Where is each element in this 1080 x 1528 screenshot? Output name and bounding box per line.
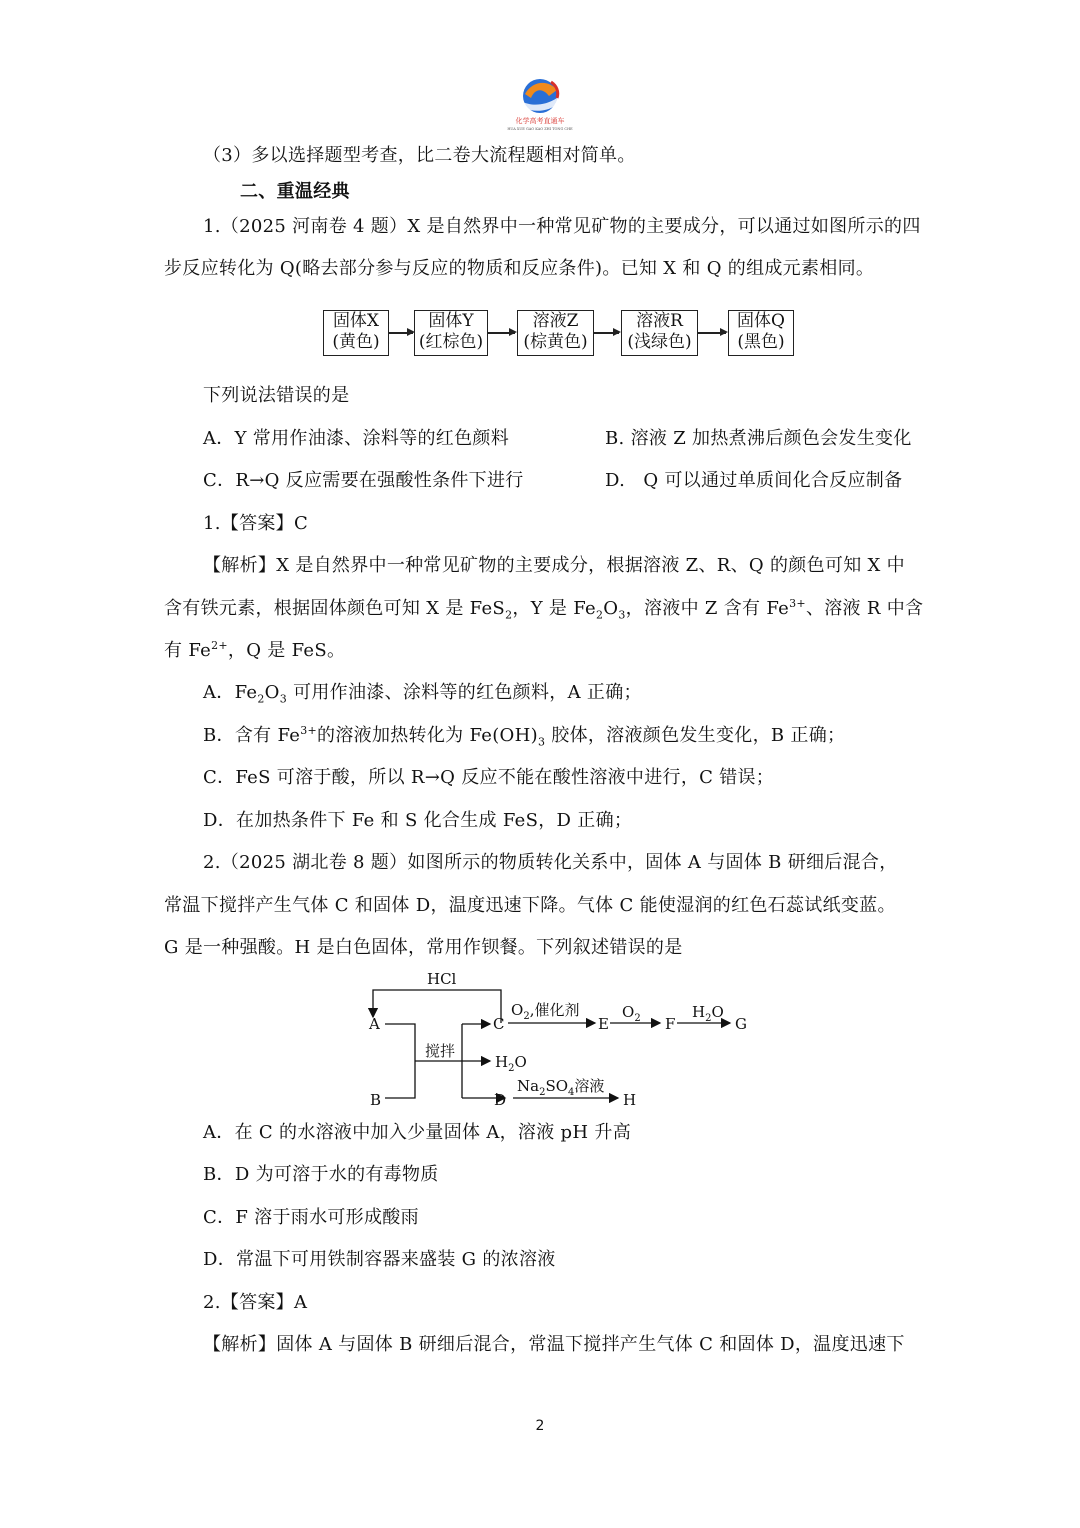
- diagram-node-a: A: [369, 1015, 380, 1033]
- q1-prompt: 下列说法错误的是: [203, 385, 350, 406]
- q2-option-d: D．常温下可用铁制容器来盛装 G 的浓溶液: [203, 1249, 556, 1270]
- q2-explanation-line1: 【解析】固体 A 与固体 B 研细后混合，常温下搅拌产生气体 C 和固体 D，温度迅速下: [203, 1334, 905, 1355]
- q1-option-c: C．R→Q 反应需要在强酸性条件下进行: [203, 470, 524, 491]
- flow-box-z-name: 溶液Z: [532, 311, 579, 331]
- logo-pinyin: HUA XUE GAO KAO ZHI TONG CHE: [507, 127, 573, 131]
- diagram-hcl: HCl: [427, 970, 457, 988]
- logo: [505, 76, 575, 132]
- page-number: 2: [535, 1418, 545, 1434]
- flow-arrow: [698, 332, 726, 334]
- flow-box-x: [323, 310, 389, 356]
- q1-option-a: A．Y 常用作油漆、涂料等的红色颜料: [203, 428, 510, 449]
- flow-box-z-color: (棕黄色): [523, 332, 588, 352]
- q1-explanation-a: A．$Fe_2O_3$ 可用作油漆、涂料等的红色颜料，A 正确；: [203, 682, 642, 706]
- q1-explanation-line3: 有 $Fe^{2+}$，Q 是 FeS。: [164, 639, 346, 661]
- q1-answer: 1.【答案】C: [203, 513, 309, 534]
- q2-stem-line3: G 是一种强酸。H 是白色固体，常用作钡餐。下列叙述错误的是: [164, 937, 683, 958]
- q1-explanation-c: C．FeS 可溶于酸，所以 R→Q 反应不能在酸性溶液中进行，C 错误；: [203, 767, 775, 788]
- logo-brand-text: 化学高考直通车: [515, 117, 565, 125]
- q2-reaction-diagram: [365, 965, 765, 1115]
- intro-point3: （3）多以选择题型考查，比二卷大流程题相对简单。: [203, 145, 636, 166]
- q1-stem-line1: 1.（2025 河南卷 4 题）X 是自然界中一种常见矿物的主要成分，可以通过如图所示的四: [203, 216, 921, 237]
- diagram-na2so4: $Na_2SO_4$溶液: [517, 1077, 605, 1098]
- q2-answer: 2.【答案】A: [203, 1292, 308, 1313]
- q1-explanation-b: B．含有 $Fe^{3+}$的溶液加热转化为 $Fe(OH)_3$ 胶体，溶液颜色发生变化，B 正确；: [203, 724, 846, 749]
- diagram-o2-catalyst: $O_2$,催化剂: [511, 1001, 580, 1022]
- flow-arrow: [389, 332, 413, 334]
- flow-box-y: [414, 310, 488, 356]
- diagram-h2o: $H_2O$: [692, 1003, 724, 1024]
- flow-arrow: [488, 332, 515, 334]
- q1-explanation-d: D．在加热条件下 Fe 和 S 化合生成 FeS，D 正确；: [203, 810, 633, 831]
- flow-box-q: [728, 310, 794, 356]
- diagram-o2: $O_2$: [622, 1003, 641, 1024]
- q1-stem-line2: 步反应转化为 Q(略去部分参与反应的物质和反应条件)。已知 X 和 Q 的组成元素相同。: [164, 258, 875, 279]
- flow-box-x-name: 固体X: [332, 311, 380, 331]
- flow-box-q-color: (黑色): [737, 332, 785, 352]
- diagram-node-h: H: [623, 1091, 637, 1109]
- flow-box-r: [621, 310, 698, 356]
- flow-box-x-color: (黄色): [332, 332, 380, 352]
- q2-stem-line1: 2.（2025 湖北卷 8 题）如图所示的物质转化关系中，固体 A 与固体 B 研细后混合，: [203, 852, 898, 873]
- flow-arrow: [594, 332, 619, 334]
- flow-box-r-color: (浅绿色): [627, 332, 692, 352]
- q2-stem-line2: 常温下搅拌产生气体 C 和固体 D，温度迅速下降。气体 C 能使湿润的红色石蕊试纸变蓝。: [164, 895, 896, 916]
- flow-box-y-name: 固体Y: [428, 311, 474, 331]
- diagram-node-c: C: [493, 1015, 505, 1033]
- diagram-node-e: E: [598, 1015, 609, 1033]
- diagram-node-b: B: [370, 1091, 382, 1109]
- diagram-node-f: F: [665, 1015, 676, 1033]
- flow-box-q-name: 固体Q: [737, 311, 785, 331]
- diagram-node-g: G: [735, 1015, 747, 1033]
- flow-box-y-color: (红棕色): [418, 332, 484, 352]
- section-title: 二、重温经典: [240, 181, 350, 202]
- q2-option-c: C．F 溶于雨水可形成酸雨: [203, 1207, 419, 1228]
- q1-explanation-line2: 含有铁元素，根据固体颜色可知 X 是 FeS$_2$，Y 是 $Fe_2O_3$，溶液中 Z 含有 $Fe^{3+}$、溶液 R 中含: [164, 597, 924, 622]
- q1-option-d: D. Q 可以通过单质间化合反应制备: [605, 470, 903, 491]
- q1-option-b: B. 溶液 Z 加热煮沸后颜色会发生变化: [605, 428, 912, 449]
- q2-option-a: A．在 C 的水溶液中加入少量固体 A，溶液 pH 升高: [203, 1122, 631, 1143]
- q2-option-b: B．D 为可溶于水的有毒物质: [203, 1164, 439, 1185]
- diagram-water: $H_2O$: [495, 1053, 527, 1074]
- flow-box-r-name: 溶液R: [636, 311, 683, 331]
- q1-explanation-line1: 【解析】X 是自然界中一种常见矿物的主要成分，根据溶液 Z、R、Q 的颜色可知 X 中: [203, 555, 905, 576]
- diagram-stir: 搅拌: [425, 1042, 456, 1060]
- diagram-node-d: D: [494, 1091, 507, 1109]
- flow-box-z: [517, 310, 594, 356]
